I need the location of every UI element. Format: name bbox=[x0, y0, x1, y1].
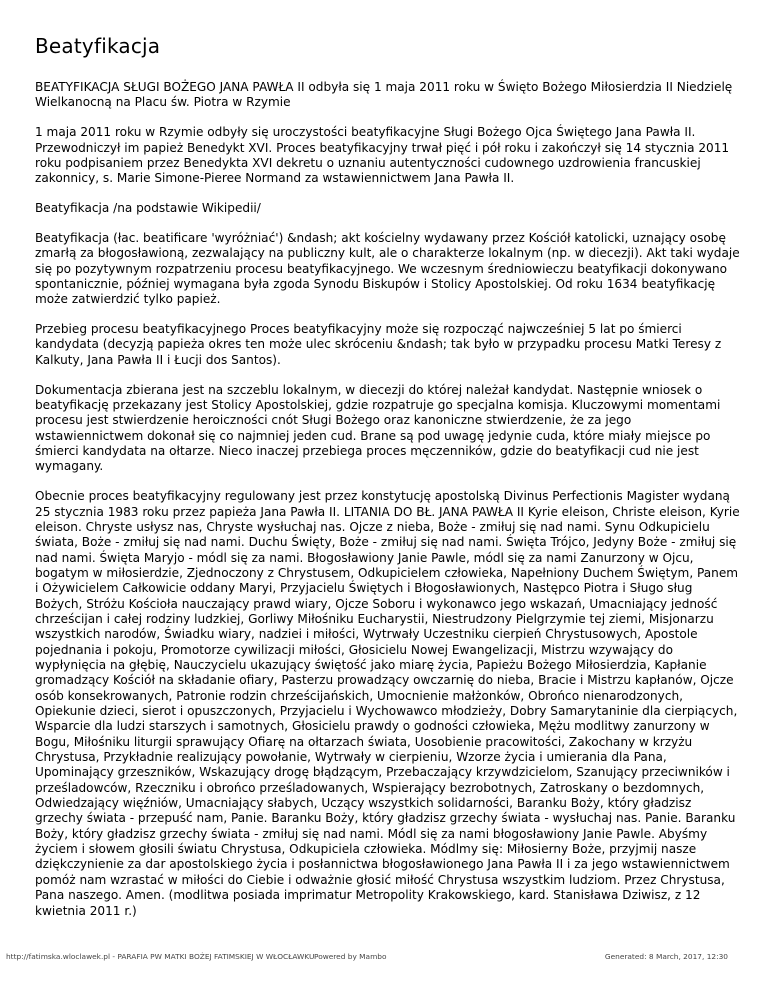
paragraph-documentation: Dokumentacja zbierana jest na szczeblu lokalnym, w diecezji do której należał kandydat. Następnie wniosek o beatyfikację przekazany jest Stolicy Apostolskiej, gdzie rozpatruje go specjalna komisja. Kluczowymi momentami procesu jest stwierdzenie heroiczności cnót Sługi Bożego oraz kanoniczne stwierdzenie, że za jego wstawiennictwem dokonał się co najmniej jeden cud. Brane są pod uwagę jedynie cuda, które miały miejsce po śmierci kandydata na ołtarze. Nieco inaczej przebiega proces męczenników, gdzie do beatyfikacji cud nie jest wymagany. bbox=[35, 382, 721, 474]
paragraph-litany: Obecnie proces beatyfikacyjny regulowany jest przez konstytucję apostolską Divinus Perfectionis Magister wydaną 25 stycznia 1983 roku przez papieża Jana Pawła II. LITANIA DO BŁ. JANA PAWŁA II Kyrie eleison, Christe eleison, Kyrie eleison. Chryste usłysz nas, Chryste wysłuchaj nas. Ojcze z nieba, Boże - zmiłuj się nad nami. Synu Odkupicielu świata, Boże - zmiłuj się nad nami. Duchu Święty, Boże - zmiłuj się nad nami. Święta Trójco, Jedyny Boże - zmiłuj się nad nami. Święta Maryjo - módl się za nami. Błogosławiony Janie Pawle, módl się za nami Zanurzony w Ojcu, bogatym w miłosierdzie, Zjednoczony z Chrystusem, Odkupicielem człowieka, Napełniony Duchem Świętym, Panem i Ożywicielem Całkowicie oddany Maryi, Przyjacielu Świętych i Błogosławionych, Następco Piotra i Sługo sług Bożych, Stróżu Kościoła nauczający prawd wiary, Ojcze Soboru i wykonawco jego wskazań, Umacniający jedność chrześcijan i całej rodziny ludzkiej, Gorliwy Miłośniku Eucharystii, Niestrudzony Pielgrzymie tej ziemi, Misjonarzu wszystkich narodów, Świadku wiary, nadziei i miłości, Wytrwały Uczestniku cierpień Chrystusowych, Apostole pojednania i pokoju, Promotorze cywilizacji miłości, Głosicielu Nowej Ewangelizacji, Mistrzu wzywający do wypłynięcia na głębię, Nauczycielu ukazujący świętość jako miarę życia, Papieżu Bożego Miłosierdzia, Kapłanie gromadzący Kościół na składanie ofiary, Pasterzu prowadzący owczarnię do nieba, Bracie i Mistrzu kapłanów, Ojcze osób konsekrowanych, Patronie rodzin chrześcijańskich, Umocnienie małżonków, Obrońco nienarodzonych, Opiekunie dzieci, sierot i opuszczonych, Przyjacielu i Wychowawco młodzieży, Dobry Samarytaninie dla cierpiących, Wsparcie dla ludzi starszych i samotnych, Głosicielu prawdy o godności człowieka, Mężu modlitwy zanurzony w Bogu, Miłośniku liturgii sprawujący Ofiarę na ołtarzach świata, Uosobienie pracowitości, Zakochany w krzyżu Chrystusa, Przykładnie realizujący powołanie, Wytrwały w cierpieniu, Wzorze życia i umierania dla Pana, Upominający grzeszników, Wskazujący drogę błądzącym, Przebaczający krzywdzicielom, Szanujący przeciwników i prześladowców, Rzeczniku i obrońco prześladowanych, Wspierający bezrobotnych, Zatroskany o bezdomnych, Odwiedzający więźniów, Umacniający słabych, Uczący wszystkich solidarności, Baranku Boży, który gładzisz grzechy świata - przepuść nam, Panie. Baranku Boży, który gładzisz grzechy świata - wysłuchaj nas. Panie. Baranku Boży, który gładzisz grzechy świata - zmiłuj się nad nami. Módl się za nami błogosławiony Janie Pawle. Abyśmy życiem i słowem głosili światu Chrystusa, Odkupiciela człowieka. Módlmy się: Miłosierny Boże, przyjmij nasze dziękczynienie za dar apostolskiego życia i posłannictwa błogosławionego Jana Pawła II i za jego wstawiennictwem pomóż nam wzrastać w miłości do Ciebie i odważnie głosić miłość Chrystusa wszystkim ludziom. Przez Chrystusa, Pana naszego. Amen. (modlitwa posiada imprimatur Metropolity Krakowskiego, kard. Stanisława Dziwisz, z 12 kwietnia 2011 r.) bbox=[35, 489, 740, 918]
paragraph-ceremony: 1 maja 2011 roku w Rzymie odbyły się uroczystości beatyfikacyjne Sługi Bożego Ojca Świętego Jana Pawła II. Przewodniczył im papież Benedykt XVI. Proces beatyfikacyjny trwał pięć i pół roku i zakończył się 14 stycznia 2011 roku podpisaniem przez Benedykta XVI dekretu o uznaniu autentyczności cudownego uzdrowienia francuskiej zakonnicy, s. Marie Simone-Pieree Normand za wstawiennictwem Jana Pawła II. bbox=[35, 125, 730, 186]
footer-generated-date: Generated: 8 March, 2017, 12:30 bbox=[604, 952, 728, 961]
page-title: Beatyfikacja bbox=[35, 34, 161, 58]
footer-site-link[interactable]: http://fatimska.wloclawek.pl - PARAFIA PW MATKI BOŻEJ FATIMSKIEJ W WŁOCŁAWKU bbox=[6, 952, 315, 961]
paragraph-process: Przebieg procesu beatyfikacyjnego Proces beatyfikacyjny może się rozpocząć najwcześniej 5 lat po śmierci kandydata (decyzją papieża okres ten może ulec skróceniu &ndash; tak było w przypadku procesu Matki Teresy z Kalkuty, Jana Pawła II i Łucji dos Santos). bbox=[35, 322, 722, 367]
paragraph-source: Beatyfikacja /na podstawie Wikipedii/ bbox=[35, 201, 261, 216]
article-body bbox=[35, 80, 741, 919]
page-footer bbox=[6, 952, 728, 964]
paragraph-definition: Beatyfikacja (łac. beatificare 'wyróżniać') &ndash; akt kościelny wydawany przez Kościół katolicki, uznający osobę zmarłą za błogosławioną, zezwalający na publiczny kult, ale o charakterze lokalnym (np. w diecezji). Akt taki wydaje się po pozytywnym rozpatrzeniu procesu beatyfikacyjnego. We wczesnym średniowieczu beatyfikacji dokonywano spontanicznie, później wymagana była zgoda Synodu Biskupów i Stolicy Apostolskiej. Od roku 1634 beatyfikację może zatwierdzić tylko papież. bbox=[35, 230, 740, 307]
paragraph-intro: BEATYFIKACJA SŁUGI BOŻEGO JANA PAWŁA II odbyła się 1 maja 2011 roku w Święto Bożego Miłosierdzia II Niedzielę Wielkanocną na Placu św. Piotra w Rzymie bbox=[35, 80, 733, 110]
footer-powered-by: Powered by Mambo bbox=[314, 952, 387, 961]
